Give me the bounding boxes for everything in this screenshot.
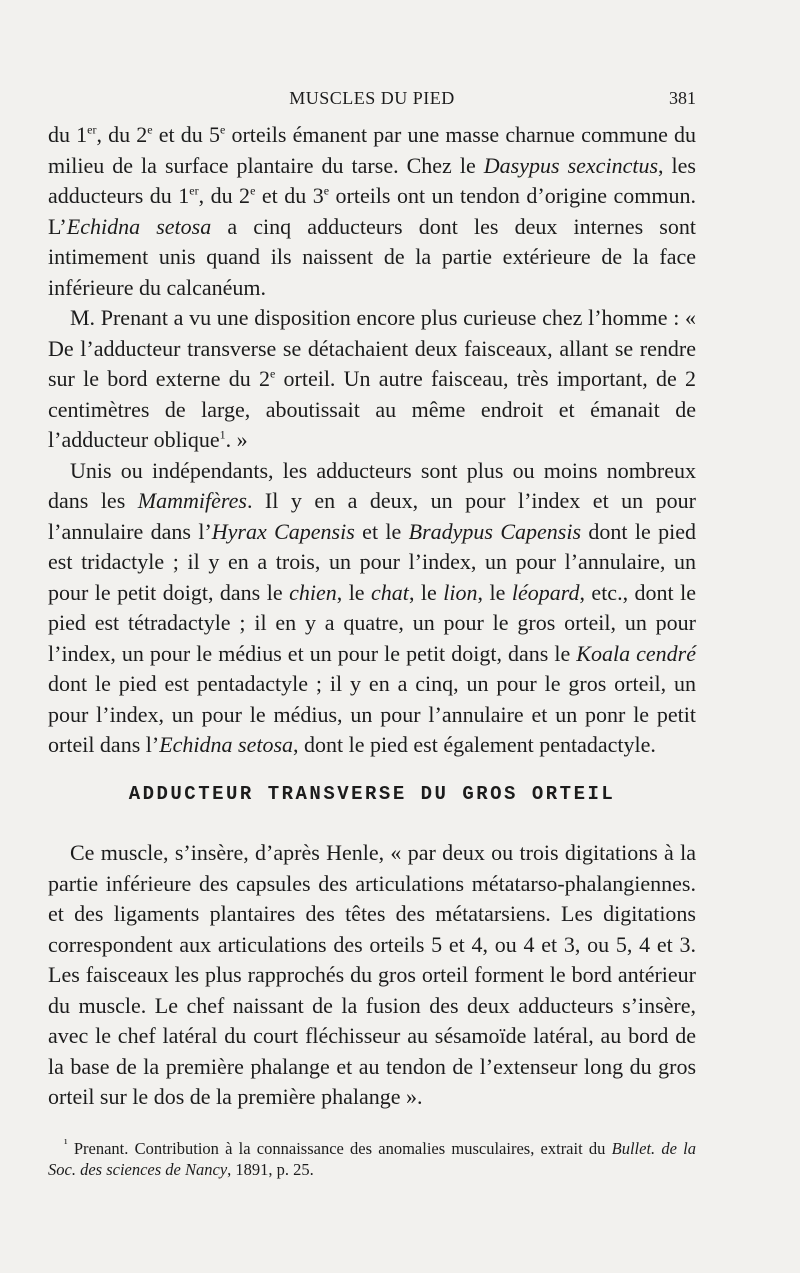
paragraph: M. Prenant a vu une disposition encore plus curieuse chez l’homme : « De l’adducteur transverse se détachaient deux faisceaux, allant se rendre sur le bord externe du 2e orteil. Un autre faisceau, très important, de 2 centimètres de large, aboutissait au même endroit et émanait de l’adducteur oblique$^1$. » [48,305,696,452]
footnote-marker: ¹ [64,1136,68,1151]
page-number: 381 [669,88,696,108]
paragraph: Ce muscle, s’insère, d’après Henle, « par deux ou trois digitations à la partie inférieure des capsules des articulations métatarso-phalangiennes. et des ligaments plantaires des têtes des métatarsiens. Les digitations correspondent aux articulations des orteils 5 et 4, ou 4 et 3, ou 5, 4 et 3. Les faisceaux les plus rapprochés du gros orteil forment le bord antérieur du muscle. Le chef naissant de la fusion des deux adducteurs s’insère, avec le chef latéral du court fléchisseur au sésamoïde latéral, au bord de la base de la première phalange et au tendon de l’extenseur long du gros orteil sur le dos de la première phalange ». [48,840,696,1109]
paragraph: du 1er, du 2e et du 5e orteils émanent par une masse charnue commune du milieu de la surface plantaire du tarse. Chez le Dasypus sexcinctus, les adducteurs du 1er, du 2e et du 3e orteils ont un tendon d’origine commun. L’Echidna setosa a cinq adducteurs dont les deux internes sont intimement unis quand ils naissent de la partie extérieure de la face inférieure du calcanéum. [48,122,697,300]
footnote-text-end: , 1891, p. 25. [227,1160,314,1179]
page-header [48,88,696,114]
footnote-italic: Bullet. de la Soc. des sciences de Nancy [48,1139,696,1179]
footnote [48,1138,696,1180]
body-text [48,120,696,761]
footnote-text: Prenant. Contribution à la connaissance des anomalies musculaires, extrait du [73,1139,612,1158]
section-heading: ADDUCTEUR TRANSVERSE DU GROS ORTEIL [128,783,616,805]
running-title: MUSCLES DU PIED [289,88,455,108]
body-text [48,838,696,1113]
paragraph: Unis ou indépendants, les adducteurs sont plus ou moins nombreux dans les Mammifères. Il y en a deux, un pour l’index et un pour l’annulaire dans l’Hyrax Capensis et le Bradypus Capensis dont le pied est tridactyle ; il y en a trois, un pour l’index, un pour l’annulaire, un pour le petit doigt, dans le chien, le chat, le lion, le léopard, etc., dont le pied est tétradactyle ; il en y a quatre, un pour le gros orteil, un pour l’index, un pour le médius et un pour le petit doigt, dans le Koala cendré dont le pied est pentadactyle ; il y en a cinq, un pour le gros orteil, un pour l’index, un pour le médius, un pour l’annulaire et un ponr le petit orteil dans l’Echidna setosa, dont le pied est également pentadactyle. [48,457,697,757]
